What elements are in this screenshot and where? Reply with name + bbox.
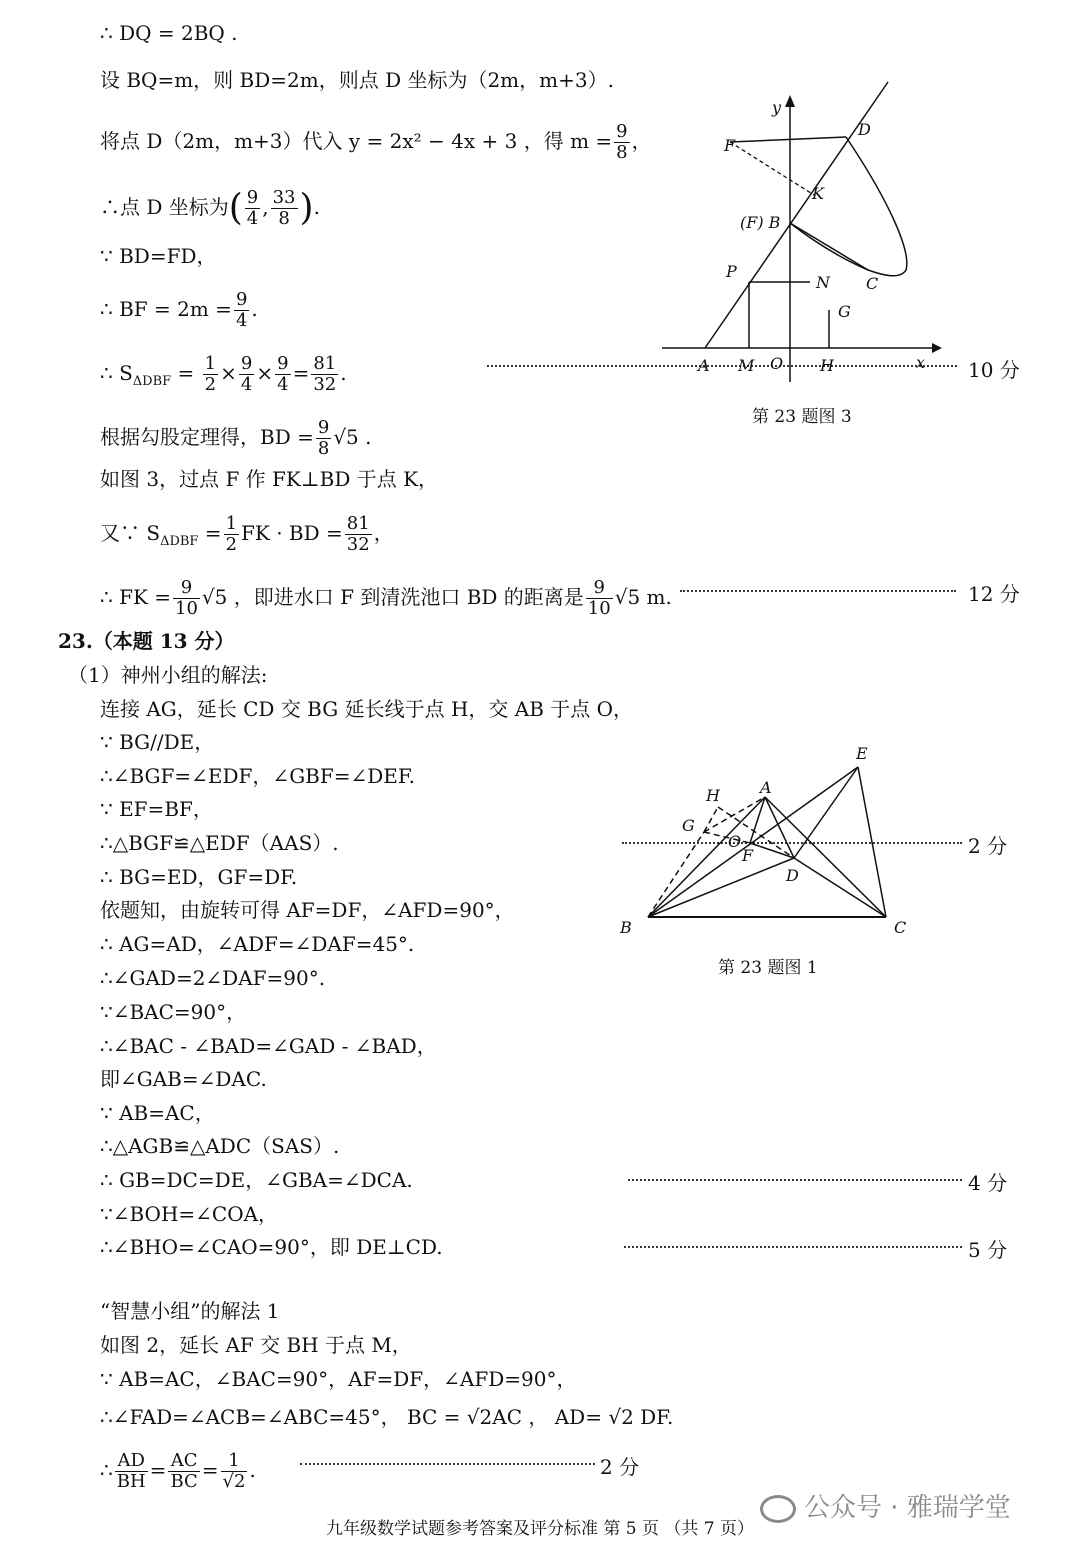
label-P: P <box>726 262 737 281</box>
watermark: 公众号 · 雅瑞学堂 <box>760 1487 1011 1524</box>
page-footer: 九年级数学试题参考答案及评分标准 第 5 页 （共 7 页） <box>325 1519 755 1539</box>
line-11: ∴ FK = $\frac{9}{10}$ √5 ，即进水口 F 到清洗池口 BD 的距离是 $\frac{9}{10}$ √5 m. <box>100 577 672 619</box>
line-8: 根据勾股定理得，BD = $\frac{9}{8}$ √5 . <box>100 417 372 459</box>
score-dots <box>300 1463 595 1465</box>
label-A: A <box>760 778 772 797</box>
question-23-heading: 23.（本题 13 分） <box>58 629 235 653</box>
label-H: H <box>820 356 834 375</box>
segment-DC <box>794 858 886 917</box>
label-N: N <box>816 273 830 292</box>
segment-BG <box>648 832 704 917</box>
segment-EC <box>858 767 886 917</box>
step-10: ∵∠BAC=90°， <box>100 1000 247 1024</box>
step-4: ∵ EF=BF， <box>100 797 213 821</box>
label-A: A <box>698 356 710 375</box>
segment-BD <box>648 858 794 917</box>
segment-AC <box>765 797 886 917</box>
step-15: ∴ GB=DC=DE，∠GBA=∠DCA. <box>100 1168 413 1192</box>
step-17: ∴∠BHO=∠CAO=90°，即 DE⊥CD. <box>100 1235 443 1259</box>
score-5: 5 分 <box>968 1238 1008 1262</box>
parabola-BC <box>790 137 907 276</box>
wisdom-heading: “智慧小组”的解法 1 <box>100 1299 280 1323</box>
segment-GF <box>704 832 750 843</box>
label-F: F <box>742 846 754 865</box>
step-8: ∴ AG=AD，∠ADF=∠DAF=45°. <box>100 932 415 956</box>
score-dots <box>624 1246 962 1248</box>
label-C: C <box>894 918 907 937</box>
label-x: x <box>916 353 926 372</box>
x-axis-arrow <box>932 343 942 353</box>
score-12: 12 分 <box>968 582 1020 606</box>
score-4: 4 分 <box>968 1171 1008 1195</box>
line-6: ∴ BF = 2m = $\frac{9}{4}$ . <box>100 289 258 331</box>
segment-ED <box>794 767 858 858</box>
figure-3 <box>650 75 970 395</box>
step-9: ∴∠GAD=2∠DAF=90°. <box>100 966 326 990</box>
step-1: 连接 AG，延长 CD 交 BG 延长线于点 H，交 AB 于点 O， <box>100 697 633 721</box>
label-K: K <box>812 184 824 203</box>
wisdom-step-1: 如图 2，延长 AF 交 BH 于点 M， <box>100 1333 412 1357</box>
label-O: O <box>770 354 784 373</box>
line-3: 将点 D（2m，m+3）代入 y = 2x² − 4x + 3 ，得 m = $\frac{9}{8}$ ， <box>100 121 652 163</box>
score-2a: 2 分 <box>968 834 1008 858</box>
line-4: ∴点 D 坐标为( $\frac{9}{4}$ , $\frac{33}{8}$ ). <box>100 187 320 229</box>
segment-BE <box>648 767 858 917</box>
wisdom-step-3: ∴∠FAD=∠ACB=∠ABC=45°， BC = √2AC ， AD= √2 DF. <box>100 1405 674 1429</box>
figure-1 <box>610 735 920 945</box>
line-2: 设 BQ=m，则 BD=2m，则点 D 坐标为（2m，m+3）. <box>100 68 614 92</box>
step-16: ∵∠BOH=∠COA， <box>100 1202 279 1226</box>
part-1-heading: （1）神州小组的解法: <box>68 663 268 687</box>
score-2b: 2 分 <box>600 1455 640 1479</box>
label-D: D <box>858 120 871 139</box>
label-y: y <box>772 98 782 117</box>
wisdom-step-2: ∵ AB=AC，∠BAC=90°，AF=DF，∠AFD=90°， <box>100 1367 577 1391</box>
label-FB: (F) B <box>740 213 781 232</box>
segment-FK <box>730 142 814 195</box>
segment-FD <box>730 137 846 142</box>
score-dots <box>680 590 956 592</box>
line-1: ∴ DQ = 2BQ . <box>100 21 238 45</box>
line-9: 如图 3，过点 F 作 FK⊥BD 于点 K， <box>100 467 439 491</box>
step-14: ∴△AGB≌△ADC（SAS）. <box>100 1134 340 1158</box>
y-axis-arrow <box>785 95 795 107</box>
segment-GH <box>704 807 718 832</box>
label-G: G <box>838 302 851 321</box>
label-C: C <box>866 274 879 293</box>
score-10: 10 分 <box>968 358 1020 382</box>
step-12: 即∠GAB=∠DAC. <box>100 1067 267 1091</box>
wisdom-step-4: ∴ $\frac{AD}{BH}$ = $\frac{AC}{BC}$ = $\frac{1}{√2}$ . <box>100 1450 256 1492</box>
score-dots <box>628 1179 962 1181</box>
step-11: ∴∠BAC - ∠BAD=∠GAD - ∠BAD， <box>100 1034 437 1058</box>
step-2: ∵ BG//DE， <box>100 730 215 754</box>
step-5: ∴△BGF≌△EDF（AAS）. <box>100 831 339 855</box>
line-7: ∴ $S_{\Delta DBF}$ = $\frac{1}{2}$ × $\frac{9}{4}$ × $\frac{9}{4}$ = $\frac{81}{32}$ . <box>100 353 347 395</box>
label-B: B <box>620 918 632 937</box>
label-E: E <box>856 744 868 763</box>
label-F: F <box>724 136 736 155</box>
segment-BC <box>790 223 868 270</box>
figure-3-caption: 第 23 题图 3 <box>752 407 852 427</box>
line-5: ∵ BD=FD， <box>100 244 217 268</box>
step-3: ∴∠BGF=∠EDF，∠GBF=∠DEF. <box>100 764 416 788</box>
label-M: M <box>738 356 755 375</box>
label-O: O <box>728 832 742 851</box>
label-G: G <box>682 816 695 835</box>
label-D: D <box>786 866 799 885</box>
step-13: ∵ AB=AC， <box>100 1101 215 1125</box>
label-H: H <box>706 786 720 805</box>
step-7: 依题知，由旋转可得 AF=DF，∠AFD=90°， <box>100 898 515 922</box>
step-6: ∴ BG=ED，GF=DF. <box>100 865 298 889</box>
line-10: 又∵ $S_{\Delta DBF}$ = $\frac{1}{2}$ FK · BD = $\frac{81}{32}$ ， <box>100 513 394 555</box>
figure-1-caption: 第 23 题图 1 <box>718 958 818 978</box>
